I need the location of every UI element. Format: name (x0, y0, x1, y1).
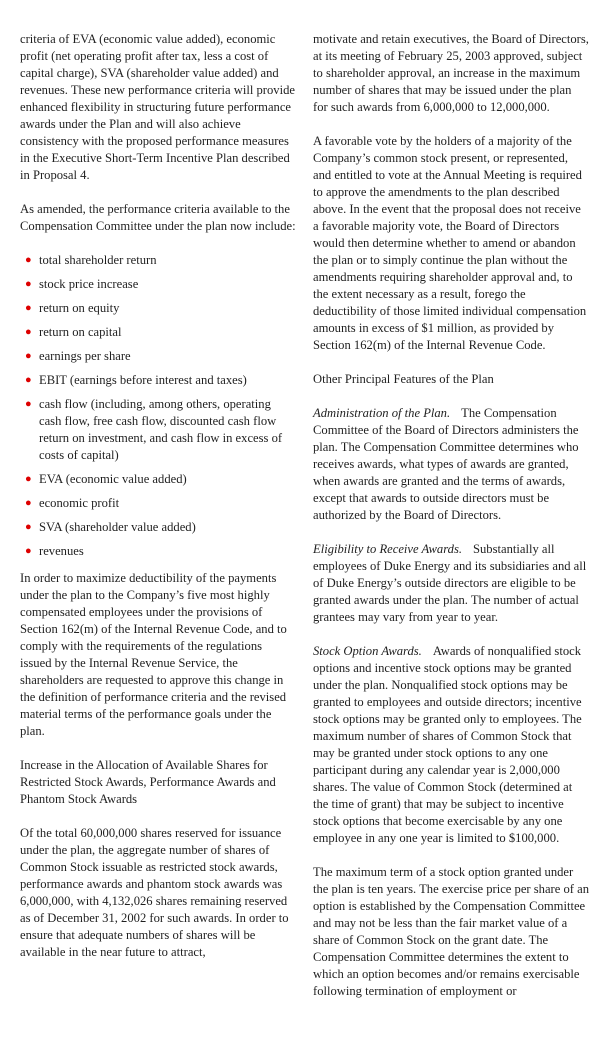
section-heading-other-features: Other Principal Features of the Plan (313, 372, 494, 386)
paragraph-board-approval: motivate and retain executives, the Board of Directors, at its meeting of February 25, 2003 approved, subject to shareholder approval, an increase in the maximum number of shares that may be issued under the plan for such awards from 6,000,000 to 12,000,000. (313, 32, 589, 114)
bullet-item-label: cash flow (including, among others, operating cash flow, free cash flow, discounted cash flow return on investment, and cash flow in excess of costs of capital) (39, 397, 283, 462)
paragraph-favorable-vote: A favorable vote by the holders of a majority of the Company’s common stock present, or represented, and entitled to vote at the Annual Meeting is required to approve the amendments to the plan described above. In the event that the proposal does not receive a favorable majority vote, the Board of Directors would then determine whether to amend or abandon the plan or to simply continue the plan without the amendments requiring shareholder approval and, to the extent necessary as a result, forego the deductibility of those limited individual compensation amounts in excess of $1 million, as provided by Section 162(m) of the Internal Revenue Code. (313, 134, 587, 352)
bullet-item (20, 519, 296, 536)
bullet-item (20, 276, 296, 293)
bullet-dot-icon: ● (25, 326, 32, 338)
bullet-item-label: earnings per share (39, 349, 131, 363)
paragraph-eligibility (313, 541, 589, 626)
bullet-dot-icon: ● (25, 350, 32, 362)
paragraph-max-term: The maximum term of a stock option granted under the plan is ten years. The exercise price per share of an option is established by the Compensation Committee and may not be less than the fair market value of a share of Common Stock on the grant date. The Compensation Committee determines the extent to which an option becomes and/or remains exercisable following termination of employment or (313, 865, 590, 998)
left-column (20, 31, 296, 1055)
bullet-dot-icon: ● (25, 254, 32, 266)
bullet-item-label: economic profit (39, 496, 120, 510)
paragraph-administration-text: The Compensation Committee of the Board of Directors administers the plan. The Compensation Committee determines who receives awards, what types of awards are granted, when awards are granted and the terms of awards, except that awards to outside directors must be authorized by the Board of Directors. (313, 406, 579, 522)
paragraph-eligibility-text: Substantially all employees of Duke Energy and its subsidiaries and all of Duke Energy’s outside directors are eligible to be granted awards under the plan. The number of actual grantees may vary from year to year. (313, 542, 587, 624)
bullet-item (20, 324, 296, 341)
bullet-item (20, 543, 296, 560)
paragraph-share-totals: Of the total 60,000,000 shares reserved for issuance under the plan, the aggregate number of shares of Common Stock issuable as restricted stock awards, performance awards and phantom stock awards was 6,000,000, with 4,132,026 shares remaining reserved as of December 31, 2002 for such awards. In order to ensure that adequate numbers of shares will be available in the near future to attract, (20, 826, 289, 959)
bullet-dot-icon: ● (25, 398, 32, 410)
paragraph-criteria: criteria of EVA (economic value added), economic profit (net operating profit after tax, less a cost of capital charge), SVA (shareholder value added) and revenues. These new performance criteria will provide enhanced flexibility in structuring future performance awards under the Plan and will also achieve consistency with the proposed performance measures in the Executive Short-Term Incentive Plan described in Proposal 4. (20, 32, 295, 182)
paragraph-as-amended: As amended, the performance criteria available to the Compensation Committee under the plan now include: (20, 202, 296, 233)
bullet-dot-icon: ● (25, 374, 32, 386)
run-in-heading-eligibility: Eligibility to Receive Awards. (313, 542, 462, 556)
performance-criteria-list (20, 252, 296, 560)
bullet-dot-icon: ● (25, 545, 32, 557)
bullet-item (20, 471, 296, 488)
bullet-item (20, 300, 296, 317)
bullet-item-label: return on equity (39, 301, 120, 315)
bullet-item-label: return on capital (39, 325, 122, 339)
bullet-item-label: SVA (shareholder value added) (39, 520, 196, 534)
bullet-dot-icon: ● (25, 521, 32, 533)
run-in-heading-stock-options: Stock Option Awards. (313, 644, 422, 658)
bullet-item (20, 396, 296, 464)
paragraph-stock-options-text: Awards of nonqualified stock options and incentive stock options may be granted under the plan. Nonqualified stock options may be granted to employees and outside directors; incentive stock options may be granted only to employees. The maximum number of shares of Common Stock that may be granted under stock options to any one participant during any calendar year is 2,000,000 shares. The value of Common Stock (determined at the time of grant) that may be subject to incentive stock options that become exercisable by any one employee in any one year is limited to $100,000. (313, 644, 582, 845)
bullet-item-label: revenues (39, 544, 84, 558)
right-column (313, 31, 589, 1055)
section-heading-share-increase: Increase in the Allocation of Available Shares for Restricted Stock Awards, Performance Awards and Phantom Stock Awards (20, 758, 276, 806)
bullet-dot-icon: ● (25, 497, 32, 509)
bullet-dot-icon: ● (25, 302, 32, 314)
bullet-dot-icon: ● (25, 473, 32, 485)
bullet-item-label: EVA (economic value added) (39, 472, 187, 486)
bullet-item (20, 495, 296, 512)
run-in-heading-administration: Administration of the Plan. (313, 406, 451, 420)
bullet-item (20, 348, 296, 365)
paragraph-deductibility: In order to maximize deductibility of the payments under the plan to the Company’s five most highly compensated employees under the provisions of Section 162(m) of the Internal Revenue Code, and to comply with the requirements of the regulations issued by the Internal Revenue Service, the shareholders are requested to approve this change in the definition of performance criteria and the revised material terms of the performance goals under the plan. (20, 571, 287, 738)
bullet-item-label: EBIT (earnings before interest and taxes) (39, 373, 247, 387)
bullet-item-label: stock price increase (39, 277, 139, 291)
bullet-item (20, 252, 296, 269)
bullet-item-label: total shareholder return (39, 253, 157, 267)
paragraph-administration (313, 405, 589, 524)
bullet-item (20, 372, 296, 389)
paragraph-stock-options (313, 643, 589, 847)
bullet-dot-icon: ● (25, 278, 32, 290)
